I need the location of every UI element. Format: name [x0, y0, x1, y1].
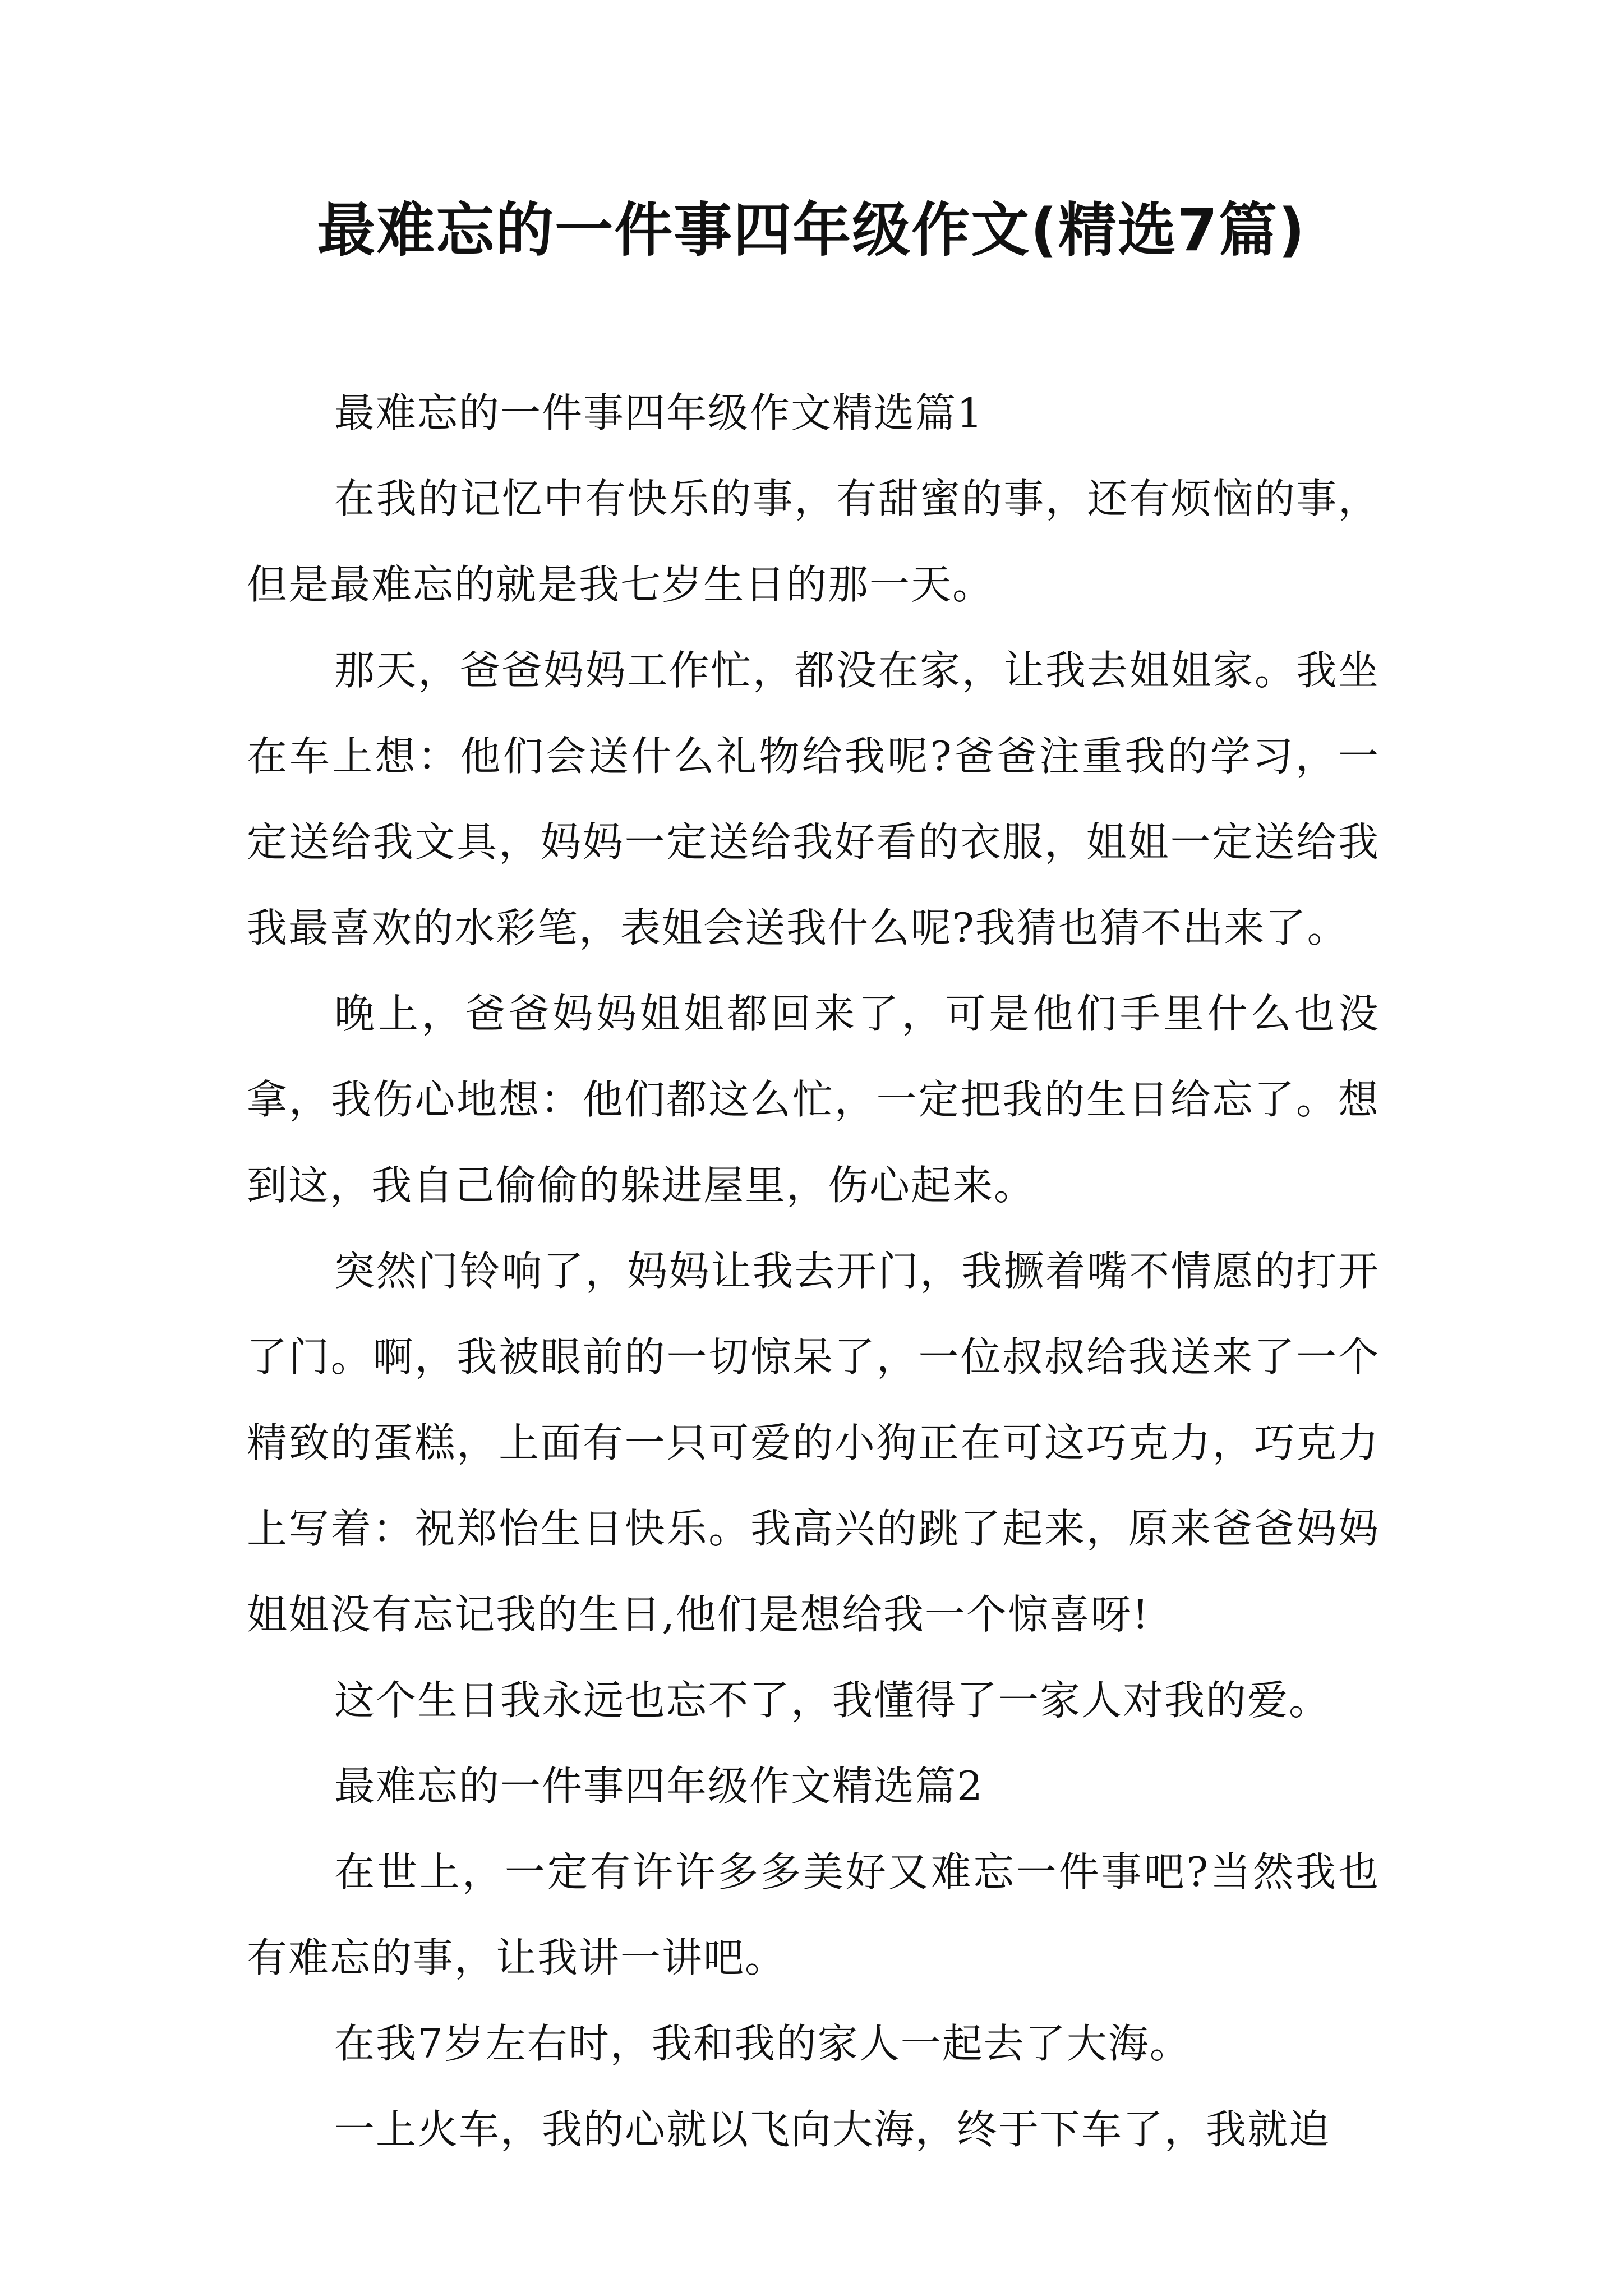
document-body	[247, 370, 1380, 2173]
section-heading: 最难忘的一件事四年级作文精选篇2	[334, 1763, 984, 1810]
paragraph: 在我7岁左右时，我和我的家人一起去了大海。	[334, 2020, 1191, 2067]
paragraph: 在我的记忆中有快乐的事，有甜蜜的事，还有烦恼的事，但是最难忘的就是我七岁生日的那一天。	[247, 475, 1380, 608]
paragraph: 突然门铃响了，妈妈让我去开门，我撅着嘴不情愿的打开了门。啊，我被眼前的一切惊呆了，一位叔叔给我送来了一个精致的蛋糕，上面有一只可爱的小狗正在可这巧克力，巧克力上写着：祝郑怡生日快乐。我高兴的跳了起来，原来爸爸妈妈姐姐没有忘记我的生日,他们是想给我一个惊喜呀!	[247, 1248, 1380, 1638]
paragraph: 晚上，爸爸妈妈姐姐都回来了，可是他们手里什么也没拿，我伤心地想：他们都这么忙，一定把我的生日给忘了。想到这，我自己偷偷的躲进屋里，伤心起来。	[247, 990, 1380, 1209]
section-heading: 最难忘的一件事四年级作文精选篇1	[334, 389, 984, 436]
paragraph: 一上火车，我的心就以飞向大海，终于下车了，我就迫	[334, 2106, 1331, 2153]
document-title: 最难忘的一件事四年级作文(精选7篇)	[317, 196, 1306, 264]
paragraph: 这个生日我永远也忘不了，我懂得了一家人对我的爱。	[334, 1677, 1331, 1724]
paragraph: 在世上，一定有许许多多美好又难忘一件事吧?当然我也有难忘的事，让我讲一讲吧。	[247, 1848, 1380, 1981]
paragraph: 那天，爸爸妈妈工作忙，都没在家，让我去姐姐家。我坐在车上想：他们会送什么礼物给我呢?爸爸注重我的学习，一定送给我文具，妈妈一定送给我好看的衣服，姐姐一定送给我我最喜欢的水彩笔，表姐会送我什么呢?我猜也猜不出来了。	[247, 647, 1380, 951]
